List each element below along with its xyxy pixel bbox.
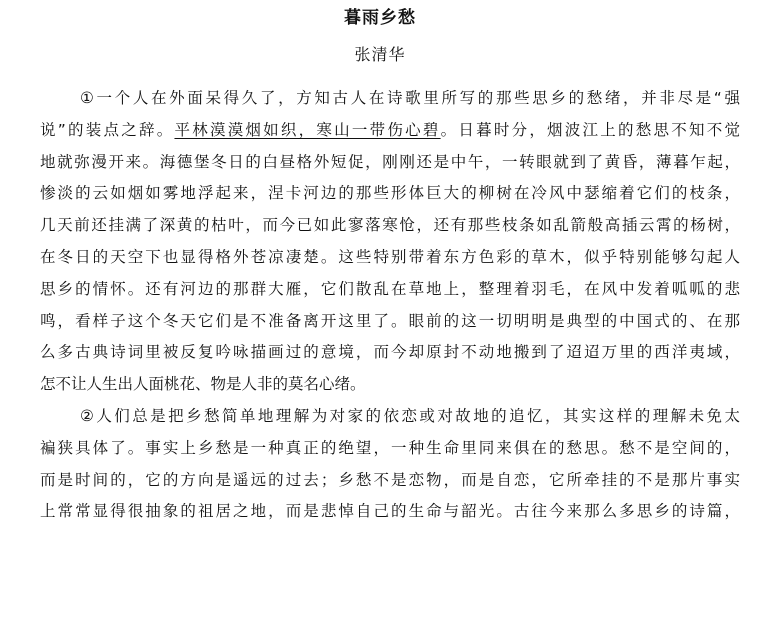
underlined-quote: 平林漠漠烟如织，寒山一带伤心碧 (174, 120, 441, 139)
text-segment: 说”的装点之辞。 (40, 120, 175, 139)
text-line: ①一个人在外面呆得久了，方知古人在诗歌里所写的那些思乡的愁绪，并非尽是“强 (80, 89, 740, 107)
text-line: 地就弥漫开来。海德堡冬日的白昼格外短促，刚刚还是中午，一转眼就到了黄昏，薄暮乍起， (40, 152, 740, 171)
text-line: 褊狭具体了。事实上乡愁是一种真正的绝望，一种生命里同来俱在的愁思。愁不是空间的， (40, 438, 740, 457)
paragraph-1 (40, 83, 740, 401)
text-line: 怎不让人生出人面桃花、物是人非的莫名心绪。 (40, 375, 366, 394)
text-line (40, 115, 740, 147)
text-line: 思乡的情怀。还有河边的那群大雁，它们散乱在草地上，整理着羽毛，在风中发着呱呱的悲 (40, 279, 740, 298)
text-line: 么多古典诗词里被反复吟咏描画过的意境，而今却原封不动地搬到了迢迢万里的西洋夷域， (40, 343, 740, 362)
text-line: 而是时间的，它的方向是遥远的过去；乡愁不是恋物，而是自恋，它所牵挂的不是那片事实 (40, 470, 740, 489)
article-title: 暮雨乡愁 (344, 8, 416, 28)
text-segment: 。日暮时分，烟波江上的愁思不知不觉 (440, 120, 740, 139)
text-line: 几天前还挂满了深黄的枯叶，而今已如此寥落寒怆，还有那些枝条如乱箭般高插云霄的杨树， (40, 216, 740, 235)
article-author: 张清华 (354, 45, 406, 64)
text-line: ②人们总是把乡愁简单地理解为对家的依恋或对故地的追忆，其实这样的理解未免太 (80, 406, 740, 425)
article-body (40, 83, 740, 528)
text-line: 上常常显得很抽象的祖居之地，而是悲悼自己的生命与韶光。古往今来那么多思乡的诗篇， (40, 502, 740, 521)
text-line: 鸣，看样子这个冬天它们是不准备离开这里了。眼前的这一切明明是典型的中国式的、在那 (40, 311, 740, 330)
text-line: 惨淡的云如烟如雾地浮起来，涅卡河边的那些形体巨大的柳树在冷风中瑟缩着它们的枝条， (40, 184, 740, 203)
text-line: 在冬日的天空下也显得格外苍凉凄楚。这些特别带着东方色彩的草木，似乎特别能够勾起人 (40, 247, 740, 266)
paragraph-2 (40, 401, 740, 528)
